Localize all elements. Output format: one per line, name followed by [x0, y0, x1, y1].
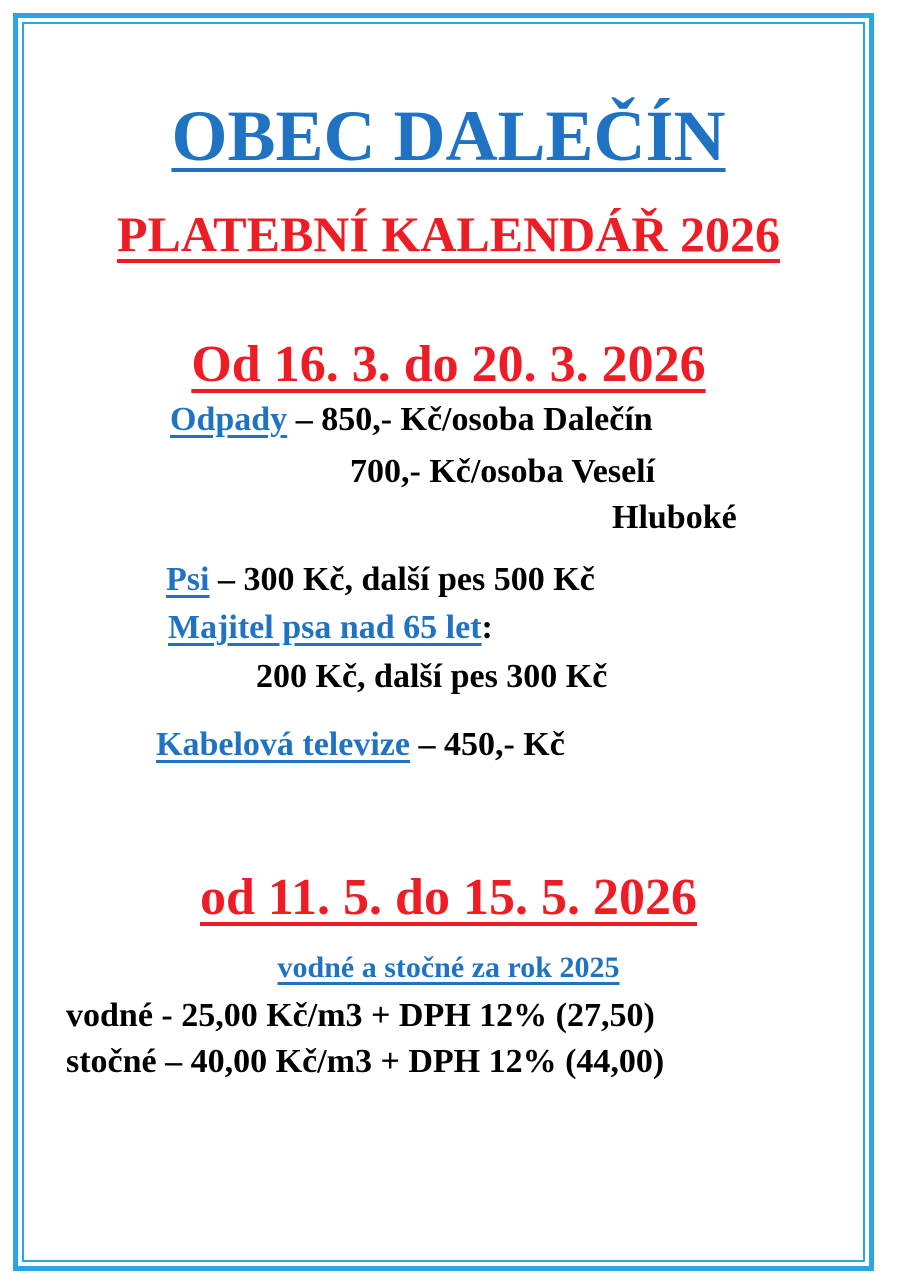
page-title [0, 94, 897, 178]
odpady-line1 [170, 400, 653, 440]
period2-subheading [0, 950, 897, 986]
odpady-line2: 700,- Kč/osoba Veselí [350, 453, 656, 490]
period2-heading-text: od 11. 5. do 15. 5. 2026 [200, 869, 697, 926]
page-subtitle [0, 205, 897, 263]
period2-subheading-text: vodné a stočné za rok 2025 [277, 951, 620, 984]
majitel-line [168, 608, 493, 648]
tv-price: – 450,- Kč [409, 726, 565, 763]
odpady-price-dalecin: – 850,- Kč/osoba Dalečín [287, 401, 653, 438]
majitel-label: Majitel psa nad 65 let [168, 609, 482, 646]
odpady-line3: Hluboké [612, 499, 737, 536]
majitel-price: 200 Kč, další pes 300 Kč [256, 658, 608, 695]
period2-heading [0, 868, 897, 928]
psi-price: – 300 Kč, další pes 500 Kč [209, 561, 595, 598]
psi-line [166, 560, 595, 600]
odpady-label: Odpady [170, 401, 288, 438]
tv-line [156, 725, 565, 765]
vodne-line: vodné - 25,00 Kč/m3 + DPH 12% (27,50) [66, 997, 655, 1034]
period1-heading-text: Od 16. 3. do 20. 3. 2026 [191, 336, 706, 393]
majitel-colon: : [481, 609, 493, 646]
page-title-text: OBEC DALEČÍN [171, 96, 726, 176]
period1-heading [0, 335, 897, 395]
tv-label: Kabelová televize [156, 726, 410, 763]
stocne-line: stočné – 40,00 Kč/m3 + DPH 12% (44,00) [66, 1043, 665, 1080]
psi-label: Psi [166, 561, 210, 598]
page-subtitle-text: PLATEBNÍ KALENDÁŘ 2026 [116, 206, 781, 262]
